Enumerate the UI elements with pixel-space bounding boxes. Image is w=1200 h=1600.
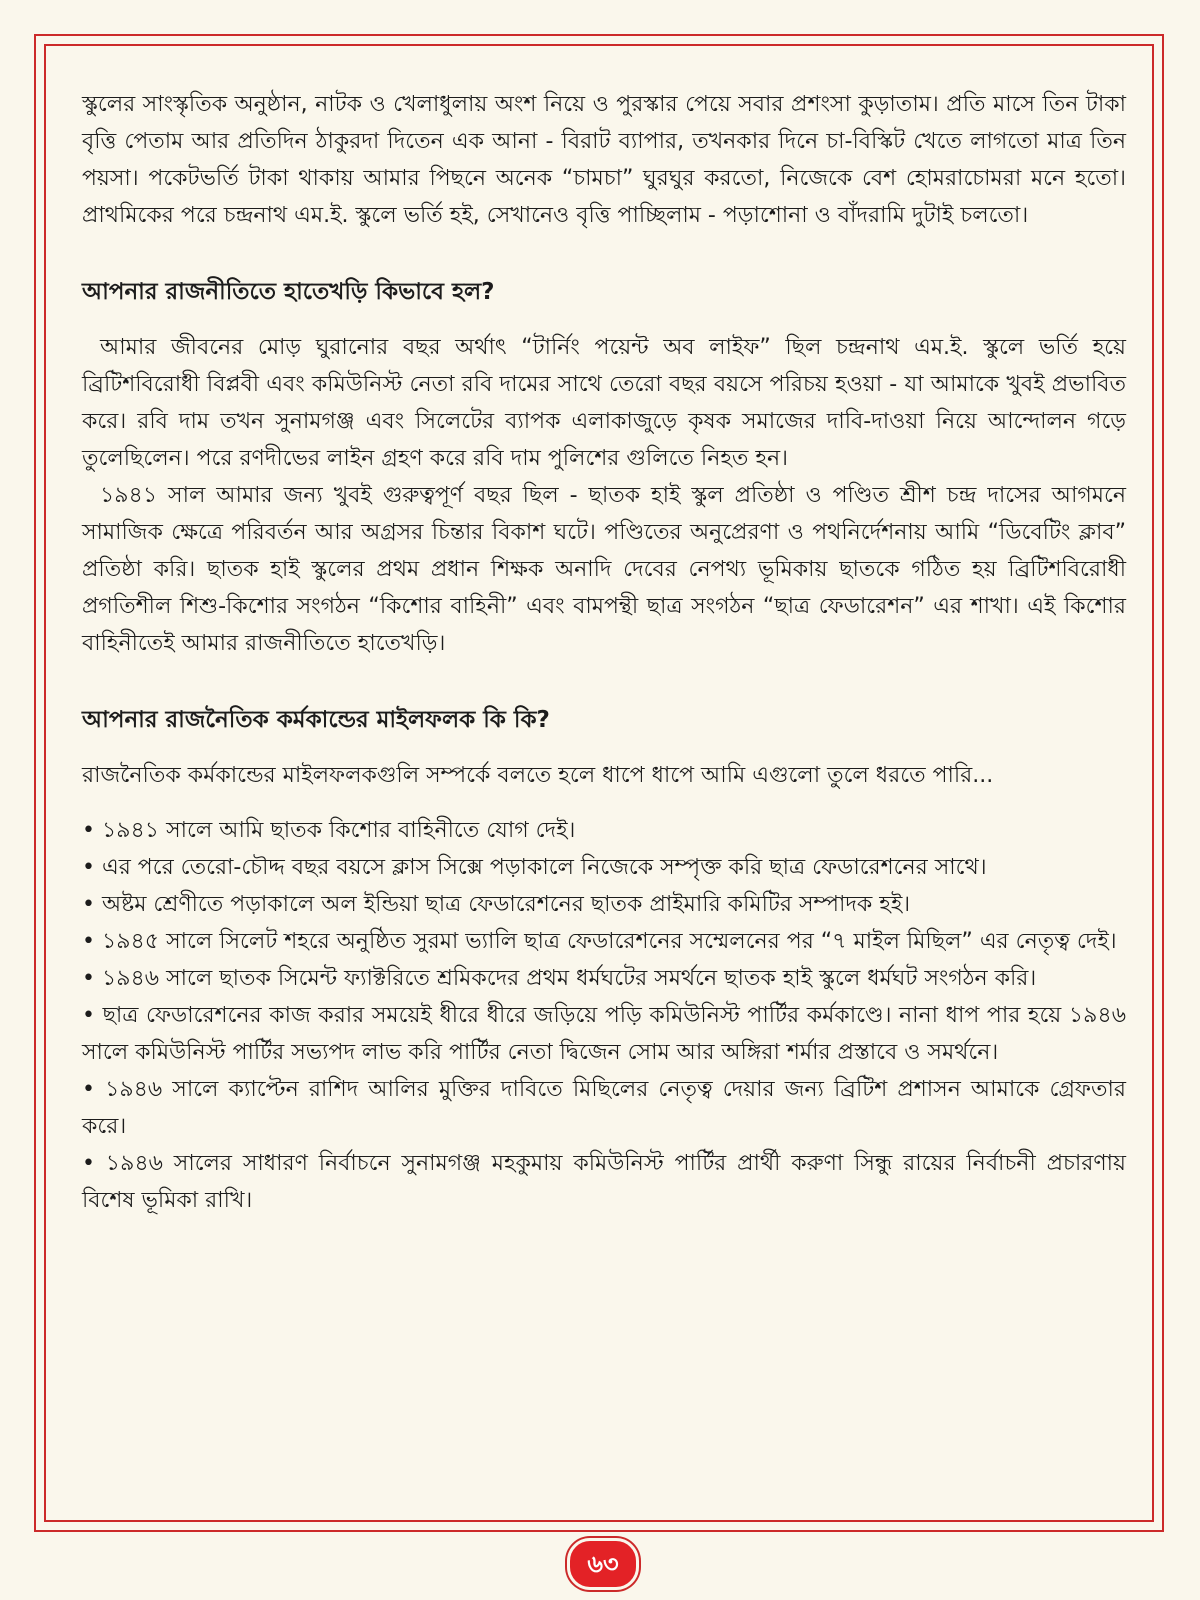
paragraph-1: স্কুলের সাংস্কৃতিক অনুষ্ঠান, নাটক ও খেলাধুলায় অংশ নিয়ে ও পুরস্কার পেয়ে সবার প্রশংসা কুড়াতাম। প্রতি মাসে তিন টাকা বৃত্তি পেতাম আর প্রতিদিন ঠাকুরদা দিতেন এক আনা - বিরাট ব্যাপার, তখনকার দিনে চা-বিস্কিট খেতে লাগতো মাত্র তিন পয়সা। পকেটভর্তি টাকা থাকায় আমার পিছনে অনেক “চামচা” ঘুরঘুর করতো, নিজেকে বেশ হোমরাচোমরা মনে হতো। প্রাথমিকের পরে চন্দ্রনাথ এম.ই. স্কুলে ভর্তি হই, সেখানেও বৃত্তি পাচ্ছিলাম - পড়াশোনা ও বাঁদরামি দুটাই চলতো। [82, 92, 1126, 228]
list-item: • ১৯৪৬ সালে ছাতক সিমেন্ট ফ্যাক্টরিতে শ্রমিকদের প্রথম ধর্মঘটের সমর্থনে ছাতক হাই স্কুলে ধর্মঘট সংগঠন করি। [82, 966, 1037, 991]
paragraph-3: ১৯৪১ সাল আমার জন্য খুবই গুরুত্বপূর্ণ বছর ছিল - ছাতক হাই স্কুল প্রতিষ্ঠা ও পণ্ডিত শ্রীশ চন্দ্র দাসের আগমনে সামাজিক ক্ষেত্রে পরিবর্তন আর অগ্রসর চিন্তার বিকাশ ঘটে। পণ্ডিতের অনুপ্রেরণা ও পথনির্দেশনায় আমি “ডিবেটিং ক্লাব” প্রতিষ্ঠা করি। ছাতক হাই স্কুলের প্রথম প্রধান শিক্ষক অনাদি দেবের নেপথ্য ভূমিকায় ছাতকে গঠিত হয় ব্রিটিশবিরোধী প্রগতিশীল শিশু-কিশোর সংগঠন “কিশোর বাহিনী” এবং বামপন্থী ছাত্র সংগঠন “ছাত্র ফেডারেশন” এর শাখা। এই কিশোর বাহিনীতেই আমার রাজনীতিতে হাতেখড়ি। [82, 483, 1126, 656]
list-item: • ১৯৪৬ সালের সাধারণ নির্বাচনে সুনামগঞ্জ মহকুমায় কমিউনিস্ট পার্টির প্রার্থী করুণা সিন্ধু রায়ের নির্বাচনী প্রচারণায় বিশেষ ভূমিকা রাখি। [82, 1151, 1126, 1213]
section-heading-milestones: আপনার রাজনৈতিক কর্মকান্ডের মাইলফলক কি কি? [82, 707, 550, 733]
list-item: • ১৯৪৬ সালে ক্যাপ্টেন রাশিদ আলির মুক্তির দাবিতে মিছিলের নেতৃত্ব দেয়ার জন্য ব্রিটিশ প্রশাসন আমাকে গ্রেফতার করে। [82, 1077, 1126, 1139]
paragraph-2: আমার জীবনের মোড় ঘুরানোর বছর অর্থাৎ “টার্নিং পয়েন্ট অব লাইফ” ছিল চন্দ্রনাথ এম.ই. স্কুলে ভর্তি হয়ে ব্রিটিশবিরোধী বিপ্লবী এবং কমিউনিস্ট নেতা রবি দামের সাথে তেরো বছর বয়সে পরিচয় হওয়া - যা আমাকে খুবই প্রভাবিত করে। রবি দাম তখন সুনামগঞ্জ এবং সিলেটের ব্যাপক এলাকাজুড়ে কৃষক সমাজের দাবি-দাওয়া নিয়ে আন্দোলন গড়ে তুলেছিলেন। পরে রণদীভের লাইন গ্রহণ করে রবি দাম পুলিশের গুলিতে নিহত হন। [82, 335, 1126, 471]
list-item: • ছাত্র ফেডারেশনের কাজ করার সময়েই ধীরে ধীরে জড়িয়ে পড়ি কমিউনিস্ট পার্টির কর্মকাণ্ডে। নানা ধাপ পার হয়ে ১৯৪৬ সালে কমিউনিস্ট পার্টির সভ্যপদ লাভ করি পার্টির নেতা দ্বিজেন সোম আর অঙ্গিরা শর্মার প্রস্তাবে ও সমর্থনে। [82, 1003, 1126, 1065]
milestone-list [82, 812, 1126, 1219]
list-item: • এর পরে তেরো-চৌদ্দ বছর বয়সে ক্লাস সিক্সে পড়াকালে নিজেকে সম্পৃক্ত করি ছাত্র ফেডারেশনের সাথে। [82, 855, 987, 880]
list-item: • ১৯৪১ সালে আমি ছাতক কিশোর বাহিনীতে যোগ দেই। [82, 818, 576, 843]
page-number-badge: ৬৩ [567, 1538, 639, 1590]
section-heading-politics-start: আপনার রাজনীতিতে হাতেখড়ি কিভাবে হল? [82, 279, 495, 305]
paragraph-4: রাজনৈতিক কর্মকান্ডের মাইলফলকগুলি সম্পর্কে বলতে হলে ধাপে ধাপে আমি এগুলো তুলে ধরতে পারি... [82, 763, 994, 788]
list-item: • ১৯৪৫ সালে সিলেট শহরে অনুষ্ঠিত সুরমা ভ্যালি ছাত্র ফেডারেশনের সম্মেলনের পর “৭ মাইল মিছিল” এর নেতৃত্ব দেই। [82, 929, 1117, 954]
list-item: • অষ্টম শ্রেণীতে পড়াকালে অল ইন্ডিয়া ছাত্র ফেডারেশনের ছাতক প্রাইমারি কমিটির সম্পাদক হই। [82, 892, 911, 917]
page-content [82, 86, 1126, 1219]
